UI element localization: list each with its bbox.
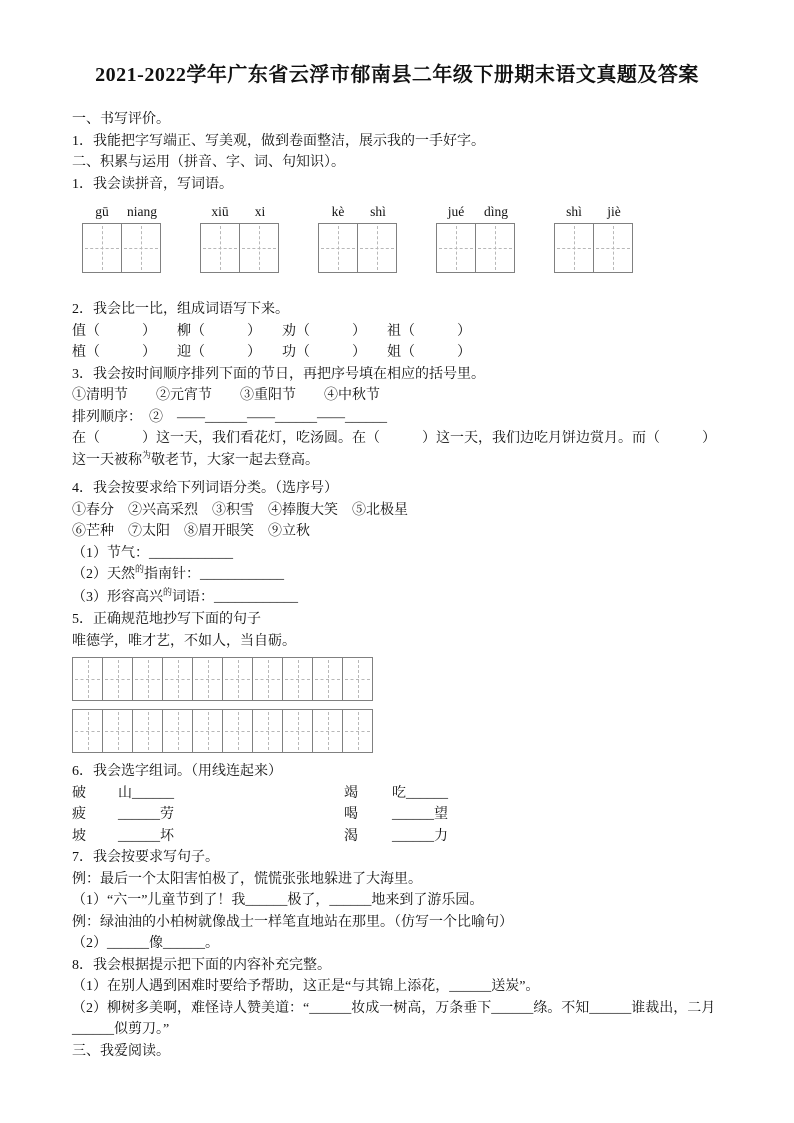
q4-inserted-char: 的 xyxy=(135,564,145,574)
pinyin-syllable: niang xyxy=(127,204,157,219)
writing-cell xyxy=(282,657,313,701)
match-char: 坡 xyxy=(72,828,86,844)
match-char: 竭 xyxy=(344,785,358,801)
q4-item2-text: 指南针：____________ xyxy=(144,567,285,582)
writing-cell xyxy=(102,709,133,753)
q4-item3-text: （3）形容高兴 xyxy=(72,589,163,605)
q2-word-row-2: 植（ ） 迎（ ） 功（ ） 姐（ ） xyxy=(72,345,471,360)
q3-fill-line-2 xyxy=(72,450,722,473)
q4-item2-text: （2）天然 xyxy=(72,567,135,582)
q4-options-row-1: ①春分 ②兴高采烈 ③积雪 ④捧腹大笑 ⑤北极星 xyxy=(72,502,408,518)
pinyin-group xyxy=(554,203,634,273)
match-char: 破 xyxy=(72,785,86,801)
copy-writing-grid-row xyxy=(72,657,722,701)
match-word: ______力 xyxy=(392,828,448,844)
pinyin-syllable: xiū xyxy=(211,204,229,219)
q1-prompt: 1．我会读拼音，写词语。 xyxy=(72,176,233,192)
section-1-heading: 一、书写评价。 xyxy=(72,112,170,127)
q5-sentence: 唯德学，唯才艺，不如人，当自砺。 xyxy=(72,633,296,649)
writing-cell xyxy=(357,223,397,273)
q2-word-row-1: 值（ ） 柳（ ） 劝（ ） 祖（ ） xyxy=(72,323,471,339)
writing-cell xyxy=(252,657,283,701)
match-char: 疲 xyxy=(72,807,86,822)
q8-item-1: （1）在别人遇到困难时要给予帮助，这正是“与其锦上添花，______送炭”。 xyxy=(72,979,540,994)
writing-cell xyxy=(436,223,476,273)
q4-item3-text: 词语：____________ xyxy=(172,589,299,605)
q7-item-1: （1）“六一”儿童节到了！我______极了，______地来到了游乐园。 xyxy=(72,893,484,908)
q3-options: ①清明节 ②元宵节 ③重阳节 ④中秋节 xyxy=(72,388,380,403)
match-word: 山______ xyxy=(118,785,174,801)
q3-order-line: 排列顺序： ② ——______——______——______ xyxy=(72,409,387,425)
writing-cell xyxy=(475,223,515,273)
pinyin-syllable: xi xyxy=(254,204,266,219)
q4-item-1: （1）节气：____________ xyxy=(72,545,233,561)
pinyin-group xyxy=(318,203,398,273)
match-word: ______坏 xyxy=(118,828,174,844)
writing-cell xyxy=(162,657,193,701)
writing-cell xyxy=(312,657,343,701)
writing-cell xyxy=(282,709,313,753)
writing-cell xyxy=(192,657,223,701)
writing-cell xyxy=(132,709,163,753)
match-word: ______望 xyxy=(392,807,448,822)
q7-prompt: 7．我会按要求写句子。 xyxy=(72,850,219,865)
writing-cell xyxy=(72,657,103,701)
q4-item-3 xyxy=(72,587,722,610)
match-word: 吃______ xyxy=(392,785,448,801)
writing-cell xyxy=(162,709,193,753)
pinyin-writing-grid xyxy=(82,203,722,273)
pinyin-syllable: shì xyxy=(370,204,386,219)
match-char: 渴 xyxy=(344,828,358,844)
pinyin-syllable: gū xyxy=(95,204,109,219)
match-char: 喝 xyxy=(344,807,358,822)
q4-inserted-char: 的 xyxy=(163,586,173,597)
writing-cell xyxy=(342,657,373,701)
section-2-heading: 二、积累与运用（拼音、字、词、句知识）。 xyxy=(72,155,345,170)
copy-writing-grid-row xyxy=(72,709,722,753)
q3-prompt: 3．我会按时间顺序排列下面的节日，再把序号填在相应的括号里。 xyxy=(72,366,485,382)
writing-cell xyxy=(82,223,122,273)
pinyin-group xyxy=(436,203,516,273)
writing-cell xyxy=(312,709,343,753)
writing-cell xyxy=(222,657,253,701)
writing-cell xyxy=(200,223,240,273)
q7-item-2: （2）______像______。 xyxy=(72,936,219,951)
q7-example-1: 例：最后一个太阳害怕极了，慌慌张张地躲进了大海里。 xyxy=(72,871,422,887)
writing-cell xyxy=(72,709,103,753)
writing-cell xyxy=(252,709,283,753)
match-word: ______劳 xyxy=(118,807,174,822)
section-1-item-1: 1．我能把字写端正、写美观，做到卷面整洁，展示我的一手好字。 xyxy=(72,133,485,149)
pinyin-group xyxy=(82,203,162,273)
q4-options-row-2: ⑥芒种 ⑦太阳 ⑧眉开眼笑 ⑨立秋 xyxy=(72,524,310,539)
q5-prompt: 5．正确规范地抄写下面的句子 xyxy=(72,612,261,627)
q3-line2-text: 这一天被称 xyxy=(72,452,142,468)
pinyin-syllable: dìng xyxy=(483,204,508,219)
pinyin-group xyxy=(200,203,280,273)
q4-prompt: 4．我会按要求给下列词语分类。（选序号） xyxy=(72,481,338,496)
writing-cell xyxy=(222,709,253,753)
page-title: 2021-2022学年广东省云浮市郁南县二年级下册期末语文真题及答案 xyxy=(95,64,699,86)
pinyin-syllable: jiè xyxy=(607,204,621,219)
pinyin-syllable: jué xyxy=(447,204,465,219)
writing-cell xyxy=(239,223,279,273)
writing-cell xyxy=(132,657,163,701)
q3-inserted-char: 为 xyxy=(142,449,152,460)
q4-item-2 xyxy=(72,564,722,587)
writing-cell xyxy=(342,709,373,753)
q6-prompt: 6．我会选字组词。（用线连起来） xyxy=(72,764,282,779)
q8-item-2: （2）柳树多美啊，难怪诗人赞美道：“______妆成一树高，万条垂下______绦。不知______谁裁出，二月______似剪刀。” xyxy=(72,1000,716,1037)
match-row xyxy=(72,783,722,805)
q3-fill-line-1: 在（ ）这一天，我们看花灯，吃汤圆。在（ ）这一天，我们边吃月饼边赏月。而（ ） xyxy=(72,431,716,446)
pinyin-syllable: kè xyxy=(331,204,345,219)
writing-cell xyxy=(318,223,358,273)
writing-cell xyxy=(192,709,223,753)
q3-line2-text: 敬老节，大家一起去登高。 xyxy=(151,452,320,468)
writing-cell xyxy=(102,657,133,701)
pinyin-syllable: shì xyxy=(566,204,582,219)
section-3-heading: 三、我爱阅读。 xyxy=(72,1043,170,1059)
writing-cell xyxy=(593,223,633,273)
writing-cell xyxy=(554,223,594,273)
writing-cell xyxy=(121,223,161,273)
q8-prompt: 8．我会根据提示把下面的内容补充完整。 xyxy=(72,957,331,973)
match-row xyxy=(72,804,722,826)
q2-prompt: 2．我会比一比，组成词语写下来。 xyxy=(72,302,289,317)
q7-example-2: 例：绿油油的小柏树就像战士一样笔直地站在那里。（仿写一个比喻句） xyxy=(72,914,513,930)
match-exercise xyxy=(72,783,722,848)
match-row xyxy=(72,826,722,848)
